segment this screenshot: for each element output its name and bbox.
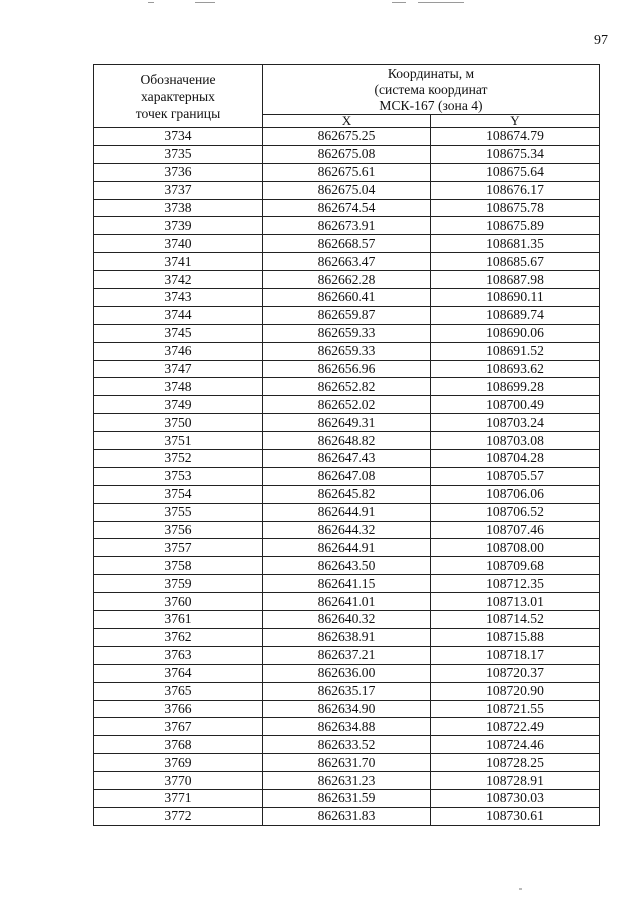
y-coordinate-cell: 108687.98 bbox=[431, 271, 600, 289]
table-row bbox=[94, 342, 600, 360]
point-id-cell: 3758 bbox=[94, 557, 263, 575]
table-row bbox=[94, 199, 600, 217]
y-coordinate-cell: 108712.35 bbox=[431, 575, 600, 593]
table-row bbox=[94, 145, 600, 163]
x-coordinate-cell: 862635.17 bbox=[263, 682, 431, 700]
x-coordinate-cell: 862659.33 bbox=[263, 324, 431, 342]
x-coordinate-cell: 862652.02 bbox=[263, 396, 431, 414]
y-coordinate-cell: 108685.67 bbox=[431, 253, 600, 271]
point-id-cell: 3747 bbox=[94, 360, 263, 378]
y-coordinate-cell: 108690.06 bbox=[431, 324, 600, 342]
point-id-cell: 3742 bbox=[94, 271, 263, 289]
y-coordinate-cell: 108704.28 bbox=[431, 450, 600, 468]
x-coordinate-cell: 862648.82 bbox=[263, 432, 431, 450]
table-row bbox=[94, 271, 600, 289]
y-coordinate-cell: 108690.11 bbox=[431, 289, 600, 307]
x-coordinate-cell: 862656.96 bbox=[263, 360, 431, 378]
table-row bbox=[94, 807, 600, 825]
point-id-cell: 3745 bbox=[94, 324, 263, 342]
point-id-cell: 3762 bbox=[94, 628, 263, 646]
x-coordinate-cell: 862659.87 bbox=[263, 306, 431, 324]
y-coordinate-cell: 108728.25 bbox=[431, 754, 600, 772]
table-row bbox=[94, 789, 600, 807]
y-coordinate-cell: 108721.55 bbox=[431, 700, 600, 718]
table-row bbox=[94, 253, 600, 271]
scan-artifact-bottom bbox=[519, 888, 522, 890]
y-coordinate-cell: 108700.49 bbox=[431, 396, 600, 414]
table-row bbox=[94, 503, 600, 521]
table-row bbox=[94, 682, 600, 700]
x-coordinate-cell: 862637.21 bbox=[263, 646, 431, 664]
y-coordinate-cell: 108707.46 bbox=[431, 521, 600, 539]
table-row bbox=[94, 485, 600, 503]
table-row bbox=[94, 664, 600, 682]
y-coordinate-cell: 108693.62 bbox=[431, 360, 600, 378]
table-row bbox=[94, 575, 600, 593]
table-row bbox=[94, 450, 600, 468]
y-coordinate-cell: 108691.52 bbox=[431, 342, 600, 360]
table-row bbox=[94, 128, 600, 146]
x-coordinate-cell: 862675.25 bbox=[263, 128, 431, 146]
point-id-cell: 3744 bbox=[94, 306, 263, 324]
point-id-cell: 3764 bbox=[94, 664, 263, 682]
x-coordinate-cell: 862673.91 bbox=[263, 217, 431, 235]
x-coordinate-cell: 862643.50 bbox=[263, 557, 431, 575]
x-coordinate-cell: 862631.59 bbox=[263, 789, 431, 807]
x-coordinate-cell: 862662.28 bbox=[263, 271, 431, 289]
table-row bbox=[94, 217, 600, 235]
header-x: X bbox=[263, 115, 431, 128]
point-id-cell: 3748 bbox=[94, 378, 263, 396]
point-id-cell: 3749 bbox=[94, 396, 263, 414]
x-coordinate-cell: 862675.08 bbox=[263, 145, 431, 163]
point-id-cell: 3757 bbox=[94, 539, 263, 557]
point-id-cell: 3746 bbox=[94, 342, 263, 360]
point-id-cell: 3734 bbox=[94, 128, 263, 146]
y-coordinate-cell: 108675.78 bbox=[431, 199, 600, 217]
x-coordinate-cell: 862645.82 bbox=[263, 485, 431, 503]
x-coordinate-cell: 862641.15 bbox=[263, 575, 431, 593]
point-id-cell: 3738 bbox=[94, 199, 263, 217]
point-id-cell: 3743 bbox=[94, 289, 263, 307]
header-y: Y bbox=[431, 115, 600, 128]
y-coordinate-cell: 108720.37 bbox=[431, 664, 600, 682]
y-coordinate-cell: 108715.88 bbox=[431, 628, 600, 646]
table-row bbox=[94, 646, 600, 664]
x-coordinate-cell: 862641.01 bbox=[263, 593, 431, 611]
x-coordinate-cell: 862644.91 bbox=[263, 503, 431, 521]
x-coordinate-cell: 862631.70 bbox=[263, 754, 431, 772]
table-row bbox=[94, 360, 600, 378]
table-row bbox=[94, 467, 600, 485]
y-coordinate-cell: 108703.08 bbox=[431, 432, 600, 450]
point-id-cell: 3739 bbox=[94, 217, 263, 235]
y-coordinate-cell: 108703.24 bbox=[431, 414, 600, 432]
coordinates-table bbox=[93, 64, 600, 826]
y-coordinate-cell: 108675.64 bbox=[431, 163, 600, 181]
point-id-cell: 3756 bbox=[94, 521, 263, 539]
point-id-cell: 3771 bbox=[94, 789, 263, 807]
table-row bbox=[94, 306, 600, 324]
y-coordinate-cell: 108713.01 bbox=[431, 593, 600, 611]
header-coordinates: Координаты, м (система координат МСК-167 (зона 4) bbox=[263, 65, 600, 115]
y-coordinate-cell: 108730.03 bbox=[431, 789, 600, 807]
point-id-cell: 3766 bbox=[94, 700, 263, 718]
x-coordinate-cell: 862644.91 bbox=[263, 539, 431, 557]
table-row bbox=[94, 754, 600, 772]
x-coordinate-cell: 862636.00 bbox=[263, 664, 431, 682]
x-coordinate-cell: 862640.32 bbox=[263, 611, 431, 629]
point-id-cell: 3768 bbox=[94, 736, 263, 754]
table-row bbox=[94, 378, 600, 396]
table-row bbox=[94, 521, 600, 539]
x-coordinate-cell: 862660.41 bbox=[263, 289, 431, 307]
y-coordinate-cell: 108681.35 bbox=[431, 235, 600, 253]
x-coordinate-cell: 862638.91 bbox=[263, 628, 431, 646]
point-id-cell: 3761 bbox=[94, 611, 263, 629]
point-id-cell: 3765 bbox=[94, 682, 263, 700]
point-id-cell: 3767 bbox=[94, 718, 263, 736]
point-id-cell: 3750 bbox=[94, 414, 263, 432]
x-coordinate-cell: 862644.32 bbox=[263, 521, 431, 539]
scan-artifact-top bbox=[0, 2, 640, 8]
point-id-cell: 3772 bbox=[94, 807, 263, 825]
x-coordinate-cell: 862659.33 bbox=[263, 342, 431, 360]
point-id-cell: 3770 bbox=[94, 772, 263, 790]
point-id-cell: 3736 bbox=[94, 163, 263, 181]
y-coordinate-cell: 108718.17 bbox=[431, 646, 600, 664]
table-row bbox=[94, 557, 600, 575]
x-coordinate-cell: 862631.23 bbox=[263, 772, 431, 790]
y-coordinate-cell: 108706.06 bbox=[431, 485, 600, 503]
point-id-cell: 3760 bbox=[94, 593, 263, 611]
point-id-cell: 3752 bbox=[94, 450, 263, 468]
x-coordinate-cell: 862631.83 bbox=[263, 807, 431, 825]
table-row bbox=[94, 414, 600, 432]
y-coordinate-cell: 108730.61 bbox=[431, 807, 600, 825]
x-coordinate-cell: 862633.52 bbox=[263, 736, 431, 754]
table-row bbox=[94, 163, 600, 181]
x-coordinate-cell: 862634.88 bbox=[263, 718, 431, 736]
x-coordinate-cell: 862634.90 bbox=[263, 700, 431, 718]
y-coordinate-cell: 108728.91 bbox=[431, 772, 600, 790]
table-row bbox=[94, 539, 600, 557]
point-id-cell: 3755 bbox=[94, 503, 263, 521]
y-coordinate-cell: 108720.90 bbox=[431, 682, 600, 700]
table-row bbox=[94, 396, 600, 414]
y-coordinate-cell: 108709.68 bbox=[431, 557, 600, 575]
point-id-cell: 3769 bbox=[94, 754, 263, 772]
y-coordinate-cell: 108714.52 bbox=[431, 611, 600, 629]
table-row bbox=[94, 700, 600, 718]
table-row bbox=[94, 772, 600, 790]
y-coordinate-cell: 108689.74 bbox=[431, 306, 600, 324]
x-coordinate-cell: 862675.04 bbox=[263, 181, 431, 199]
y-coordinate-cell: 108675.89 bbox=[431, 217, 600, 235]
table-body bbox=[94, 128, 600, 826]
point-id-cell: 3751 bbox=[94, 432, 263, 450]
table-row bbox=[94, 628, 600, 646]
point-id-cell: 3735 bbox=[94, 145, 263, 163]
x-coordinate-cell: 862674.54 bbox=[263, 199, 431, 217]
point-id-cell: 3763 bbox=[94, 646, 263, 664]
y-coordinate-cell: 108674.79 bbox=[431, 128, 600, 146]
y-coordinate-cell: 108705.57 bbox=[431, 467, 600, 485]
table-row bbox=[94, 181, 600, 199]
point-id-cell: 3759 bbox=[94, 575, 263, 593]
point-id-cell: 3754 bbox=[94, 485, 263, 503]
x-coordinate-cell: 862675.61 bbox=[263, 163, 431, 181]
table-row bbox=[94, 289, 600, 307]
x-coordinate-cell: 862652.82 bbox=[263, 378, 431, 396]
table-row bbox=[94, 593, 600, 611]
table-row bbox=[94, 611, 600, 629]
header-point-designation: Обозначение характерных точек границы bbox=[94, 65, 263, 128]
x-coordinate-cell: 862663.47 bbox=[263, 253, 431, 271]
point-id-cell: 3737 bbox=[94, 181, 263, 199]
y-coordinate-cell: 108722.49 bbox=[431, 718, 600, 736]
y-coordinate-cell: 108724.46 bbox=[431, 736, 600, 754]
y-coordinate-cell: 108706.52 bbox=[431, 503, 600, 521]
point-id-cell: 3740 bbox=[94, 235, 263, 253]
point-id-cell: 3741 bbox=[94, 253, 263, 271]
x-coordinate-cell: 862649.31 bbox=[263, 414, 431, 432]
y-coordinate-cell: 108708.00 bbox=[431, 539, 600, 557]
y-coordinate-cell: 108699.28 bbox=[431, 378, 600, 396]
table-row bbox=[94, 235, 600, 253]
table-row bbox=[94, 718, 600, 736]
x-coordinate-cell: 862647.08 bbox=[263, 467, 431, 485]
point-id-cell: 3753 bbox=[94, 467, 263, 485]
table-row bbox=[94, 432, 600, 450]
y-coordinate-cell: 108675.34 bbox=[431, 145, 600, 163]
y-coordinate-cell: 108676.17 bbox=[431, 181, 600, 199]
x-coordinate-cell: 862647.43 bbox=[263, 450, 431, 468]
x-coordinate-cell: 862668.57 bbox=[263, 235, 431, 253]
table-row bbox=[94, 324, 600, 342]
table-row bbox=[94, 736, 600, 754]
page-number: 97 bbox=[594, 33, 608, 48]
